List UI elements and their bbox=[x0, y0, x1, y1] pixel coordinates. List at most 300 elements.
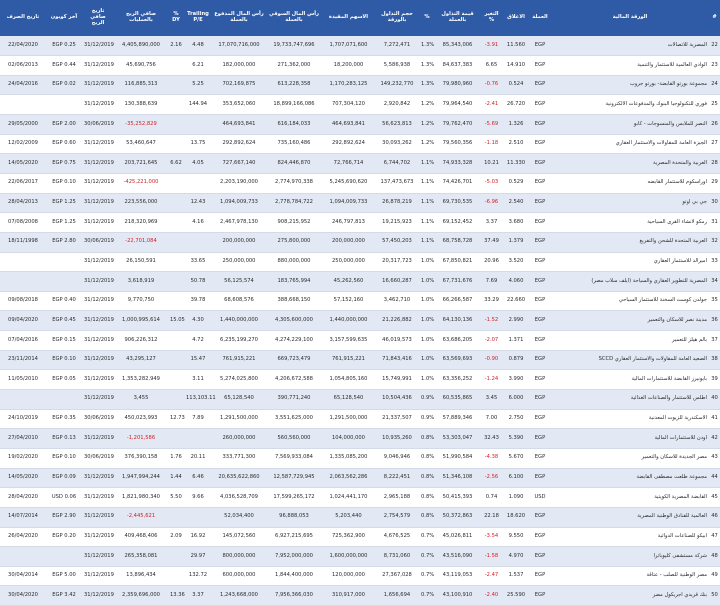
cell-net-profit: 130,388,639 bbox=[114, 95, 168, 115]
cell-payout-date: 30/04/2020 bbox=[0, 586, 46, 606]
cell-traded-value: 51,346,108 bbox=[435, 468, 480, 488]
column-header-market-cap[interactable]: رأس المال السوقي بالعملة bbox=[268, 11, 320, 23]
cell-payout-date: 27/04/2010 bbox=[0, 429, 46, 449]
cell-volume: 2,920,842 bbox=[375, 95, 419, 115]
cell-currency: EGP bbox=[529, 213, 551, 233]
table-row[interactable] bbox=[0, 291, 720, 311]
cell-trailing-pe: 5.25 bbox=[184, 75, 212, 95]
cell-currency: EGP bbox=[529, 193, 551, 213]
cell-dividend-yield bbox=[168, 291, 184, 311]
cell-volume: 16,660,287 bbox=[375, 272, 419, 292]
cell-payout-date: 24/10/2019 bbox=[0, 409, 46, 429]
cell-security-name[interactable]: القابضة المصرية الكويتية bbox=[551, 488, 709, 508]
cell-last-coupon: EGP 0.45 bbox=[46, 311, 82, 331]
cell-change-percent: -2.40 bbox=[480, 586, 503, 606]
cell-net-profit: 4,405,890,000 bbox=[114, 36, 168, 56]
cell-last-coupon: EGP 5.00 bbox=[46, 566, 82, 586]
cell-percent: 1.1% bbox=[419, 193, 435, 213]
table-row[interactable] bbox=[0, 115, 720, 135]
cell-row-number: 32 bbox=[709, 232, 720, 252]
cell-dividend-yield bbox=[168, 95, 184, 115]
cell-security-name[interactable]: مصر الجديدة للاسكان والتعمير bbox=[551, 448, 709, 468]
table-row[interactable] bbox=[0, 232, 720, 252]
cell-paid-capital: 1,440,000,000 bbox=[212, 311, 266, 331]
cell-volume: 71,843,416 bbox=[375, 350, 419, 370]
cell-listed-shares: 1,024,441,170 bbox=[322, 488, 375, 508]
cell-payout-date: 19/02/2020 bbox=[0, 448, 46, 468]
cell-security-name[interactable]: جولدن كوست السخنة للاستثمار السياحي bbox=[551, 291, 709, 311]
cell-dividend-yield bbox=[168, 350, 184, 370]
cell-traded-value: 85,343,006 bbox=[435, 36, 480, 56]
cell-market-cap: 560,560,000 bbox=[266, 429, 322, 449]
cell-volume: 5,586,938 bbox=[375, 56, 419, 76]
cell-last-coupon: EGP 3.42 bbox=[46, 586, 82, 606]
cell-row-number: 34 bbox=[709, 272, 720, 292]
cell-paid-capital: 182,000,000 bbox=[212, 56, 266, 76]
cell-net-profit: 203,721,645 bbox=[114, 154, 168, 174]
cell-market-cap: 669,723,479 bbox=[266, 350, 322, 370]
column-header-net-profit[interactable]: صافي الربح بالعمليات bbox=[125, 11, 157, 23]
cell-net-profit-date: 31/12/2019 bbox=[82, 56, 114, 76]
cell-security-name[interactable]: مصر الوطنية للصلب - عتاقة bbox=[551, 566, 709, 586]
cell-percent: 0.9% bbox=[419, 390, 435, 410]
cell-security-name[interactable]: شركة مستشفى كليوباترا bbox=[551, 547, 709, 567]
cell-percent: 0.9% bbox=[419, 409, 435, 429]
cell-trailing-pe: 6.21 bbox=[184, 56, 212, 76]
table-row[interactable] bbox=[0, 586, 720, 606]
cell-security-name[interactable]: فوري للتكنولوجيا البنوك والمدفوعات الالكترونية bbox=[551, 95, 709, 115]
cell-percent: 1.3% bbox=[419, 75, 435, 95]
table-row[interactable] bbox=[0, 331, 720, 351]
cell-currency: EGP bbox=[529, 272, 551, 292]
cell-net-profit-date: 31/12/2019 bbox=[82, 488, 114, 508]
cell-dividend-yield bbox=[168, 173, 184, 193]
table-row[interactable] bbox=[0, 213, 720, 233]
cell-close: 6.100 bbox=[503, 468, 529, 488]
cell-close: 18.620 bbox=[503, 507, 529, 527]
cell-market-cap: 96,888,053 bbox=[266, 507, 322, 527]
cell-percent: 1.1% bbox=[419, 232, 435, 252]
cell-currency: EGP bbox=[529, 409, 551, 429]
cell-net-profit-date: 31/12/2019 bbox=[82, 370, 114, 390]
table-row[interactable] bbox=[0, 311, 720, 331]
cell-percent: 1.1% bbox=[419, 154, 435, 174]
cell-dividend-yield bbox=[168, 331, 184, 351]
cell-volume: 6,744,702 bbox=[375, 154, 419, 174]
cell-close: 6.000 bbox=[503, 390, 529, 410]
table-row[interactable] bbox=[0, 350, 720, 370]
cell-row-number: 31 bbox=[709, 213, 720, 233]
table-row[interactable] bbox=[0, 154, 720, 174]
cell-security-name[interactable]: مجموعة بورتو القابضة- بورتو جروب bbox=[551, 75, 709, 95]
cell-listed-shares: 1,600,000,000 bbox=[322, 547, 375, 567]
cell-paid-capital: 250,000,000 bbox=[212, 252, 266, 272]
cell-security-name[interactable]: بايونيرز القابضة للاستثمارات المالية bbox=[551, 370, 709, 390]
table-row[interactable] bbox=[0, 75, 720, 95]
cell-listed-shares: 18,200,000 bbox=[322, 56, 375, 76]
cell-market-cap: 4,206,672,588 bbox=[266, 370, 322, 390]
cell-volume: 1,656,694 bbox=[375, 586, 419, 606]
cell-net-profit: 265,358,081 bbox=[114, 547, 168, 567]
cell-volume: 2,965,188 bbox=[375, 488, 419, 508]
cell-traded-value: 67,731,676 bbox=[435, 272, 480, 292]
cell-traded-value: 43,119,053 bbox=[435, 566, 480, 586]
cell-net-profit-date: 30/06/2019 bbox=[82, 115, 114, 135]
cell-change-percent: 32.43 bbox=[480, 429, 503, 449]
cell-dividend-yield: 1.44 bbox=[168, 468, 184, 488]
cell-market-cap: 735,160,486 bbox=[266, 134, 322, 154]
cell-paid-capital: 145,072,560 bbox=[212, 527, 266, 547]
cell-trailing-pe: 3.37 bbox=[184, 586, 212, 606]
cell-listed-shares: 310,917,000 bbox=[322, 586, 375, 606]
cell-dividend-yield bbox=[168, 252, 184, 272]
cell-close: 3.520 bbox=[503, 252, 529, 272]
cell-security-name[interactable]: النصر للملابس والمنسوجات - كابو bbox=[551, 115, 709, 135]
table-row[interactable] bbox=[0, 36, 720, 56]
cell-listed-shares: 1,054,805,160 bbox=[322, 370, 375, 390]
cell-security-name[interactable]: اوراسكوم للاستثمار القابضه bbox=[551, 173, 709, 193]
cell-currency: EGP bbox=[529, 331, 551, 351]
cell-traded-value: 74,426,701 bbox=[435, 173, 480, 193]
cell-currency: EGP bbox=[529, 173, 551, 193]
cell-net-profit: -1,201,586 bbox=[114, 429, 168, 449]
cell-dividend-yield: 12.73 bbox=[168, 409, 184, 429]
cell-net-profit-date: 31/12/2019 bbox=[82, 547, 114, 567]
cell-volume: 21,337,507 bbox=[375, 409, 419, 429]
table-row[interactable] bbox=[0, 370, 720, 390]
cell-trailing-pe: 132.72 bbox=[184, 566, 212, 586]
cell-security-name[interactable]: ابيكو للصناعات الدوائية bbox=[551, 527, 709, 547]
cell-dividend-yield: 13.36 bbox=[168, 586, 184, 606]
cell-currency: EGP bbox=[529, 134, 551, 154]
table-row[interactable] bbox=[0, 134, 720, 154]
cell-row-number: 25 bbox=[709, 95, 720, 115]
cell-paid-capital: 5,274,025,800 bbox=[212, 370, 266, 390]
cell-paid-capital: 600,000,000 bbox=[212, 566, 266, 586]
cell-security-name[interactable]: المصرية للتطوير العقاري والسياحة (ايلف سلاب مصر) bbox=[551, 272, 709, 292]
table-row[interactable] bbox=[0, 409, 720, 429]
cell-currency: EGP bbox=[529, 75, 551, 95]
cell-payout-date bbox=[0, 547, 46, 567]
cell-net-profit-date: 31/12/2019 bbox=[82, 350, 114, 370]
cell-market-cap: 908,215,952 bbox=[266, 213, 322, 233]
cell-payout-date bbox=[0, 390, 46, 410]
cell-row-number: 45 bbox=[709, 488, 720, 508]
cell-net-profit: -425,221,000 bbox=[114, 173, 168, 193]
column-header-volume[interactable]: حجم التداول بالورقة bbox=[381, 11, 413, 23]
cell-currency: EGP bbox=[529, 566, 551, 586]
cell-net-profit-date: 31/12/2019 bbox=[82, 311, 114, 331]
cell-dividend-yield bbox=[168, 213, 184, 233]
table-row[interactable] bbox=[0, 468, 720, 488]
cell-row-number: 23 bbox=[709, 56, 720, 76]
cell-last-coupon: EGP 1.25 bbox=[46, 193, 82, 213]
table-row[interactable] bbox=[0, 193, 720, 213]
cell-paid-capital: 1,243,668,000 bbox=[212, 586, 266, 606]
cell-dividend-yield bbox=[168, 56, 184, 76]
cell-currency: EGP bbox=[529, 429, 551, 449]
cell-last-coupon: EGP 0.75 bbox=[46, 154, 82, 174]
cell-security-name[interactable]: مدينة نصر للاسكان والتعمير bbox=[551, 311, 709, 331]
cell-dividend-yield bbox=[168, 390, 184, 410]
cell-net-profit-date: 31/12/2019 bbox=[82, 193, 114, 213]
cell-trailing-pe bbox=[184, 507, 212, 527]
cell-currency: EGP bbox=[529, 448, 551, 468]
cell-last-coupon: EGP 0.25 bbox=[46, 36, 82, 56]
cell-trailing-pe bbox=[184, 232, 212, 252]
cell-traded-value: 51,990,584 bbox=[435, 448, 480, 468]
cell-close: 1.090 bbox=[503, 488, 529, 508]
table-row[interactable] bbox=[0, 547, 720, 567]
cell-net-profit-date: 31/12/2019 bbox=[82, 75, 114, 95]
cell-security-name[interactable]: مجموعة طلعت مصطفى القابضة bbox=[551, 468, 709, 488]
column-header-currency[interactable]: العملة bbox=[532, 14, 548, 21]
cell-last-coupon: EGP 0.60 bbox=[46, 134, 82, 154]
table-row[interactable] bbox=[0, 429, 720, 449]
cell-listed-shares: 464,693,841 bbox=[322, 115, 375, 135]
cell-listed-shares: 1,707,071,600 bbox=[322, 36, 375, 56]
column-header-security-name[interactable]: الورقة المالية bbox=[612, 14, 648, 21]
cell-security-name[interactable]: الاسكندرية للزيوت المعدنية bbox=[551, 409, 709, 429]
cell-close: 4.970 bbox=[503, 547, 529, 567]
cell-row-number: 27 bbox=[709, 134, 720, 154]
cell-row-number: 42 bbox=[709, 429, 720, 449]
cell-market-cap: 271,362,000 bbox=[266, 56, 322, 76]
cell-market-cap: 275,800,000 bbox=[266, 232, 322, 252]
cell-change-percent: -4.38 bbox=[480, 448, 503, 468]
cell-percent: 1.2% bbox=[419, 115, 435, 135]
table-row[interactable] bbox=[0, 56, 720, 76]
header-row bbox=[0, 0, 720, 36]
table-row[interactable] bbox=[0, 272, 720, 292]
cell-change-percent: -1.24 bbox=[480, 370, 503, 390]
cell-paid-capital: 761,915,221 bbox=[212, 350, 266, 370]
column-header-traded-value[interactable]: قيمة التداول بالعملة bbox=[441, 11, 474, 23]
cell-security-name[interactable]: بنك قريدي اجريكول مصر bbox=[551, 586, 709, 606]
cell-change-percent: 10.21 bbox=[480, 154, 503, 174]
cell-net-profit-date: 31/12/2019 bbox=[82, 291, 114, 311]
cell-traded-value: 43,100,910 bbox=[435, 586, 480, 606]
cell-change-percent: -0.76 bbox=[480, 75, 503, 95]
cell-net-profit: 376,390,158 bbox=[114, 448, 168, 468]
cell-close: 14.910 bbox=[503, 56, 529, 76]
cell-payout-date: 14/05/2020 bbox=[0, 154, 46, 174]
table-row[interactable] bbox=[0, 173, 720, 193]
cell-close: 11.560 bbox=[503, 36, 529, 56]
cell-row-number: 35 bbox=[709, 291, 720, 311]
cell-traded-value: 53,303,047 bbox=[435, 429, 480, 449]
cell-net-profit: 223,556,000 bbox=[114, 193, 168, 213]
cell-currency: EGP bbox=[529, 311, 551, 331]
cell-net-profit-date: 31/12/2019 bbox=[82, 252, 114, 272]
column-header-row-number[interactable]: # bbox=[712, 14, 717, 21]
column-header-dividend-yield[interactable]: % DY bbox=[172, 11, 180, 23]
cell-security-name[interactable]: العربية والمتحدة المصرية bbox=[551, 154, 709, 174]
cell-net-profit: 43,295,127 bbox=[114, 350, 168, 370]
cell-traded-value: 50,415,393 bbox=[435, 488, 480, 508]
cell-net-profit: 1,353,282,949 bbox=[114, 370, 168, 390]
cell-net-profit-date: 31/12/2019 bbox=[82, 213, 114, 233]
cell-security-name[interactable]: المصرية للاتصالات bbox=[551, 36, 709, 56]
cell-net-profit: 53,460,647 bbox=[114, 134, 168, 154]
column-header-percent[interactable]: % bbox=[424, 14, 430, 21]
cell-percent: 0.8% bbox=[419, 507, 435, 527]
cell-net-profit-date: 31/12/2019 bbox=[82, 134, 114, 154]
cell-dividend-yield bbox=[168, 566, 184, 586]
cell-trailing-pe: 39.78 bbox=[184, 291, 212, 311]
cell-close: 0.529 bbox=[503, 173, 529, 193]
cell-security-name[interactable]: جي بي اوتو bbox=[551, 193, 709, 213]
column-header-payout-date[interactable]: تاريخ الصرف bbox=[6, 14, 40, 21]
cell-currency: EGP bbox=[529, 56, 551, 76]
cell-security-name[interactable]: اطلس للاستثمار والصناعات الغذائية bbox=[551, 390, 709, 410]
table-row[interactable] bbox=[0, 252, 720, 272]
cell-security-name[interactable]: رمكو لانشاء القرى السياحية bbox=[551, 213, 709, 233]
table-row[interactable] bbox=[0, 566, 720, 586]
table-row[interactable] bbox=[0, 95, 720, 115]
cell-last-coupon bbox=[46, 272, 82, 292]
cell-payout-date bbox=[0, 272, 46, 292]
cell-dividend-yield bbox=[168, 547, 184, 567]
cell-row-number: 43 bbox=[709, 448, 720, 468]
cell-last-coupon: EGP 2.90 bbox=[46, 507, 82, 527]
cell-volume: 3,462,710 bbox=[375, 291, 419, 311]
cell-market-cap: 4,274,229,100 bbox=[266, 331, 322, 351]
table-row[interactable] bbox=[0, 507, 720, 527]
cell-security-name[interactable]: العالمية للفنادق الوطنية المصرية bbox=[551, 507, 709, 527]
cell-currency: EGP bbox=[529, 154, 551, 174]
cell-security-name[interactable]: بالم هيلز للتعمير bbox=[551, 331, 709, 351]
cell-percent: 1.3% bbox=[419, 56, 435, 76]
cell-close: 2.510 bbox=[503, 134, 529, 154]
cell-close: 25.590 bbox=[503, 586, 529, 606]
cell-currency: EGP bbox=[529, 468, 551, 488]
cell-listed-shares: 1,291,500,000 bbox=[322, 409, 375, 429]
cell-change-percent: 7.00 bbox=[480, 409, 503, 429]
cell-currency: EGP bbox=[529, 115, 551, 135]
cell-currency: EGP bbox=[529, 527, 551, 547]
cell-trailing-pe: 4.72 bbox=[184, 331, 212, 351]
cell-traded-value: 79,560,356 bbox=[435, 134, 480, 154]
cell-last-coupon bbox=[46, 95, 82, 115]
cell-close: 3.990 bbox=[503, 370, 529, 390]
cell-paid-capital: 1,291,500,000 bbox=[212, 409, 266, 429]
cell-close: 5.390 bbox=[503, 429, 529, 449]
cell-volume: 137,473,673 bbox=[375, 173, 419, 193]
cell-change-percent: -6.96 bbox=[480, 193, 503, 213]
column-header-close[interactable]: الاغلاق bbox=[507, 14, 525, 21]
cell-percent: 0.8% bbox=[419, 488, 435, 508]
cell-close: 0.879 bbox=[503, 350, 529, 370]
cell-net-profit-date: 31/12/2019 bbox=[82, 272, 114, 292]
cell-security-name[interactable]: الجيزة العامة للمقاولات والاستثمار العقاري bbox=[551, 134, 709, 154]
cell-row-number: 37 bbox=[709, 331, 720, 351]
cell-volume: 56,623,813 bbox=[375, 115, 419, 135]
table-row[interactable] bbox=[0, 390, 720, 410]
cell-security-name[interactable]: الوادي العالمية للاستثمار والتنمية bbox=[551, 56, 709, 76]
cell-traded-value: 45,026,811 bbox=[435, 527, 480, 547]
cell-percent: 1.1% bbox=[419, 173, 435, 193]
cell-trailing-pe: 13.75 bbox=[184, 134, 212, 154]
cell-change-percent: -2.07 bbox=[480, 331, 503, 351]
cell-listed-shares: 2,063,562,286 bbox=[322, 468, 375, 488]
cell-paid-capital: 702,169,875 bbox=[212, 75, 266, 95]
cell-percent: 0.8% bbox=[419, 429, 435, 449]
cell-listed-shares: 292,892,624 bbox=[322, 134, 375, 154]
cell-security-name[interactable]: الصعيد العامة للمقاولات والاستثمار العقاري SCCD bbox=[551, 350, 709, 370]
cell-dividend-yield bbox=[168, 134, 184, 154]
cell-market-cap: 2,778,784,722 bbox=[266, 193, 322, 213]
cell-percent: 0.7% bbox=[419, 547, 435, 567]
cell-currency: EGP bbox=[529, 507, 551, 527]
cell-dividend-yield bbox=[168, 232, 184, 252]
column-header-listed-shares[interactable]: الاسهم المقيدة bbox=[328, 14, 369, 21]
cell-change-percent: -2.47 bbox=[480, 566, 503, 586]
table-row[interactable] bbox=[0, 448, 720, 468]
cell-row-number: 49 bbox=[709, 566, 720, 586]
cell-listed-shares: 761,915,221 bbox=[322, 350, 375, 370]
cell-row-number: 44 bbox=[709, 468, 720, 488]
cell-listed-shares: 1,440,000,000 bbox=[322, 311, 375, 331]
column-header-paid-capital[interactable]: رأس المال المدفوع بالعملة bbox=[214, 11, 264, 23]
cell-traded-value: 63,569,693 bbox=[435, 350, 480, 370]
cell-percent: 1.0% bbox=[419, 311, 435, 331]
cell-last-coupon: USD 0.06 bbox=[46, 488, 82, 508]
cell-security-name[interactable]: اودن للاستثمارات المالية bbox=[551, 429, 709, 449]
column-header-last-coupon[interactable]: آخر كوبون bbox=[50, 14, 78, 21]
cell-last-coupon: EGP 2.00 bbox=[46, 115, 82, 135]
cell-trailing-pe: 9.66 bbox=[184, 488, 212, 508]
column-header-change-percent[interactable]: التغير % bbox=[484, 11, 499, 23]
cell-paid-capital: 65,128,540 bbox=[212, 390, 266, 410]
cell-percent: 1.0% bbox=[419, 272, 435, 292]
cell-change-percent: 22.18 bbox=[480, 507, 503, 527]
cell-listed-shares: 707,304,120 bbox=[322, 95, 375, 115]
cell-market-cap: 7,956,366,030 bbox=[266, 586, 322, 606]
table-row[interactable] bbox=[0, 488, 720, 508]
column-header-trailing-pe[interactable]: Trailing P/E bbox=[187, 11, 209, 23]
cell-net-profit-date: 31/12/2019 bbox=[82, 468, 114, 488]
cell-security-name[interactable]: العربية المتحدة للشحن والتفريغ bbox=[551, 232, 709, 252]
cell-last-coupon: EGP 0.15 bbox=[46, 331, 82, 351]
cell-traded-value: 79,964,540 bbox=[435, 95, 480, 115]
cell-payout-date: 22/06/2017 bbox=[0, 173, 46, 193]
cell-listed-shares: 250,000,000 bbox=[322, 252, 375, 272]
cell-close: 4.060 bbox=[503, 272, 529, 292]
cell-dividend-yield: 6.62 bbox=[168, 154, 184, 174]
cell-payout-date: 07/08/2008 bbox=[0, 213, 46, 233]
cell-row-number: 46 bbox=[709, 507, 720, 527]
cell-paid-capital: 292,892,624 bbox=[212, 134, 266, 154]
cell-dividend-yield: 1.76 bbox=[168, 448, 184, 468]
cell-paid-capital: 56,125,574 bbox=[212, 272, 266, 292]
cell-net-profit: 906,226,312 bbox=[114, 331, 168, 351]
cell-volume: 2,754,579 bbox=[375, 507, 419, 527]
cell-security-name[interactable]: اميرالد للاستثمار العقاري bbox=[551, 252, 709, 272]
cell-last-coupon bbox=[46, 390, 82, 410]
cell-market-cap: 183,765,994 bbox=[266, 272, 322, 292]
cell-dividend-yield bbox=[168, 115, 184, 135]
table-row[interactable] bbox=[0, 527, 720, 547]
cell-volume: 8,222,451 bbox=[375, 468, 419, 488]
cell-volume: 7,272,471 bbox=[375, 36, 419, 56]
cell-trailing-pe bbox=[184, 429, 212, 449]
column-header-net-profit-date[interactable]: تاريخ صافي الربح bbox=[90, 8, 106, 26]
cell-trailing-pe: 3.11 bbox=[184, 370, 212, 390]
cell-trailing-pe: 4.30 bbox=[184, 311, 212, 331]
cell-market-cap: 18,899,166,086 bbox=[266, 95, 322, 115]
cell-traded-value: 43,516,090 bbox=[435, 547, 480, 567]
